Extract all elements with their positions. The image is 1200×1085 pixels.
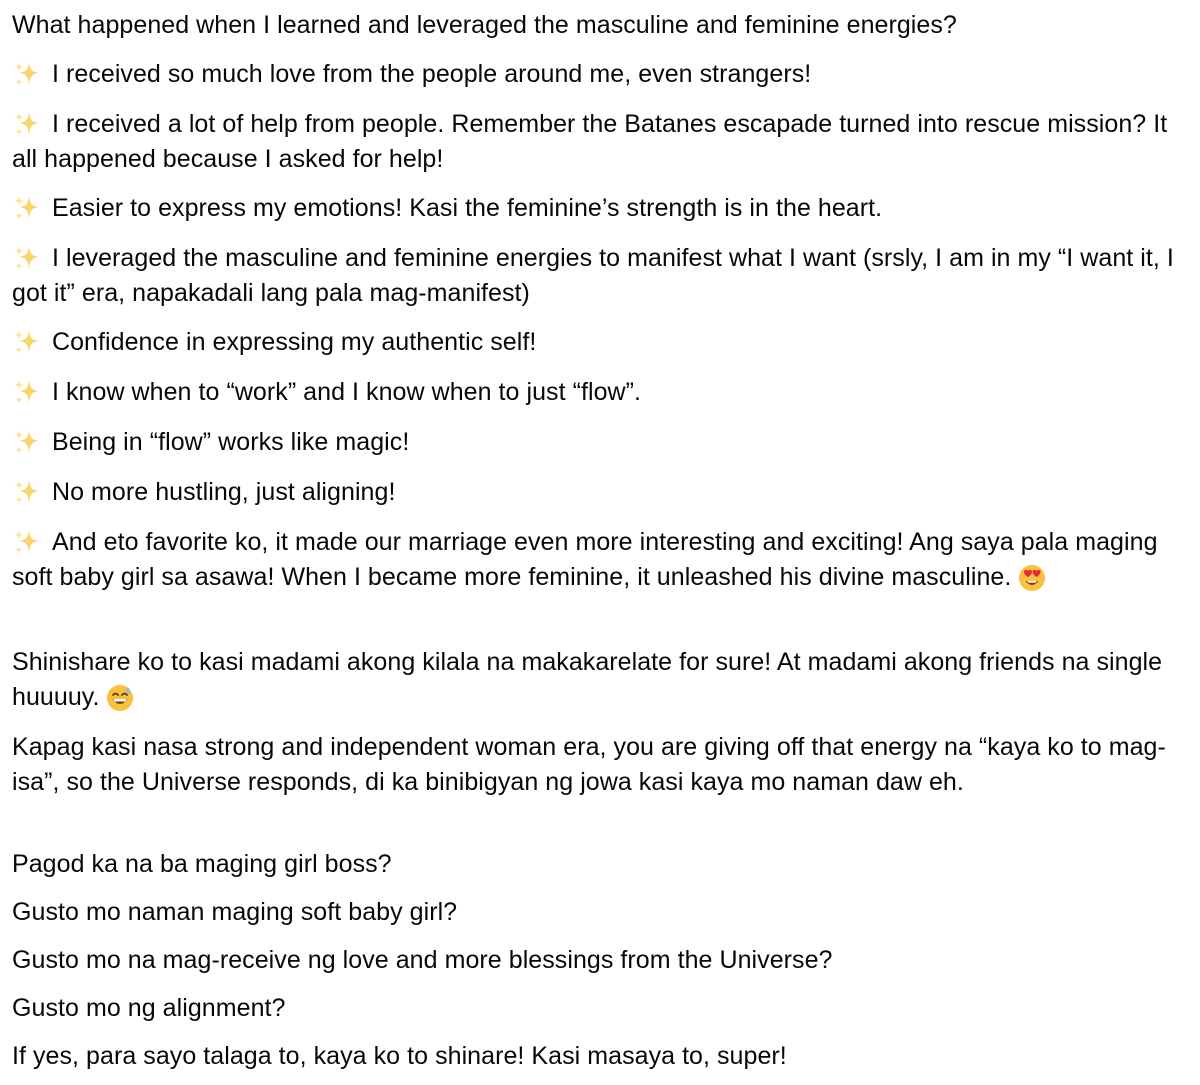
list-item <box>12 191 1192 226</box>
list-item-text: I leveraged the masculine and feminine energies to manifest what I want (srsly, I am in my “I want it, I got it” era, napakadali lang pala mag-manifest) <box>12 244 1174 307</box>
sparkles-icon <box>12 243 42 273</box>
list-item <box>12 525 1192 595</box>
kapag-paragraph: Kapag kasi nasa strong and independent woman era, you are giving off that energy na “kaya ko to mag-isa”, so the Universe responds, di ka binibigyan ng jowa kasi kaya mo naman daw eh. <box>12 733 1166 796</box>
sparkles-icon <box>12 59 42 89</box>
sparkles-icon <box>12 327 42 357</box>
sparkles-icon <box>12 193 42 223</box>
list-item-text: I know when to “work” and I know when to just “flow”. <box>52 378 642 406</box>
share-paragraph <box>12 645 1192 715</box>
list-item-text: Being in “flow” works like magic! <box>52 428 410 456</box>
question-text: Gusto mo ng alignment? <box>12 994 286 1022</box>
list-item <box>12 241 1192 311</box>
list-item-text: I received a lot of help from people. Remember the Batanes escapade turned into rescue mission? It all happened because I asked for help! <box>12 110 1168 173</box>
question-text: Gusto mo na mag-receive ng love and more blessings from the Universe? <box>12 946 833 974</box>
list-item <box>12 425 1192 460</box>
sparkles-icon <box>12 377 42 407</box>
list-item <box>12 107 1192 177</box>
list-item <box>12 325 1192 360</box>
list-item-text: Confidence in expressing my authentic self! <box>52 328 537 356</box>
question-text: Pagod ka na ba maging girl boss? <box>12 850 392 878</box>
sparkles-icon <box>12 527 42 557</box>
post-intro: What happened when I learned and leveraged the masculine and feminine energies? <box>12 11 957 39</box>
list-item <box>12 475 1192 510</box>
heart-eyes-emoji-icon <box>1017 563 1047 593</box>
list-item-text: Easier to express my emotions! Kasi the feminine’s strength is in the heart. <box>52 194 883 222</box>
share-text: Shinishare ko to kasi madami akong kilala na makakarelate for sure! At madami akong friends na single huuuuy. <box>12 648 1163 711</box>
list-item <box>12 375 1192 410</box>
list-item-text: I received so much love from the people around me, even strangers! <box>52 60 812 88</box>
sparkles-icon <box>12 477 42 507</box>
sparkles-icon <box>12 109 42 139</box>
grinning-sweat-emoji-icon <box>105 683 135 713</box>
list-item-text: No more hustling, just aligning! <box>52 478 396 506</box>
list-item-text: And eto favorite ko, it made our marriage even more interesting and exciting! Ang saya pala maging soft baby girl sa asawa! When I became more feminine, it unleashed his divine masculine. <box>12 528 1158 591</box>
question-text: Gusto mo naman maging soft baby girl? <box>12 898 458 926</box>
closing-text: If yes, para sayo talaga to, kaya ko to shinare! Kasi masaya to, super! <box>12 1042 787 1070</box>
list-item <box>12 57 1192 92</box>
sparkles-icon <box>12 427 42 457</box>
